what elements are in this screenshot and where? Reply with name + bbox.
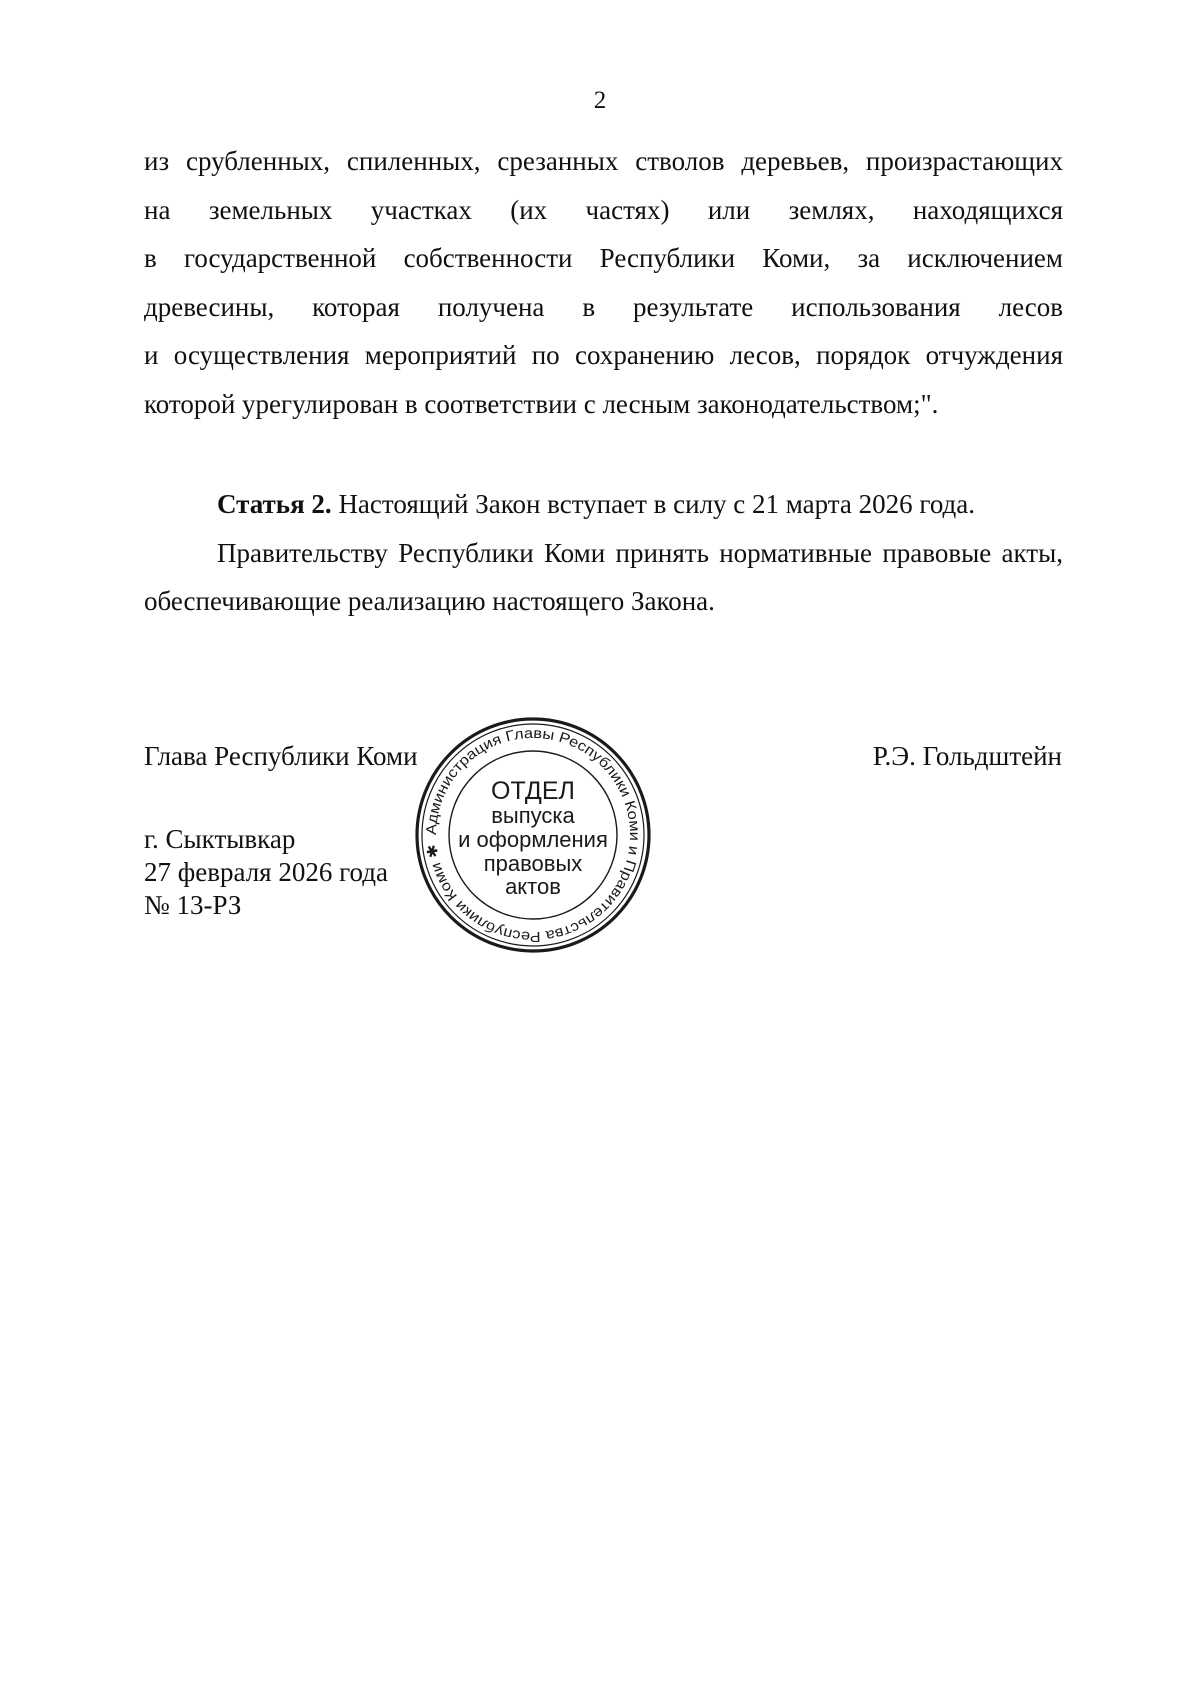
government-paragraph: Правительству Республики Коми принять нормативные правовые акты, обеспечивающие реализацию настоящего Закона. (144, 537, 1063, 616)
signatory-name: Р.Э. Гольдштейн (872, 741, 1062, 771)
text-line: древесины, которая получена в результате использования лесов (144, 291, 1063, 322)
article-2 (144, 480, 1063, 626)
text-line: на земельных участках (их частях) или землях, находящихся (144, 194, 1063, 225)
stamp-center-line: ОТДЕЛ (491, 777, 575, 805)
law-number: № 13-РЗ (144, 890, 242, 920)
stamp-center-line: и оформления (458, 827, 608, 852)
signatory-title: Глава Республики Коми (144, 741, 418, 771)
stamp-center-line: выпуска (491, 803, 575, 828)
page-number: 2 (593, 87, 607, 114)
stamp-center-line: правовых (483, 851, 583, 876)
article-2-label: Статья 2. (217, 489, 332, 519)
article-2-text: Настоящий Закон вступает в силу с 21 марта 2026 года. (331, 489, 976, 519)
stamp-center-line: актов (505, 874, 561, 899)
date: 27 февраля 2026 года (144, 857, 388, 887)
place-date-block (144, 823, 388, 922)
text-line: в государственной собственности Республики Коми, за исключением (144, 243, 1063, 273)
article-continuation (144, 137, 1063, 428)
article-2-paragraph (144, 480, 1063, 529)
place: г. Сыктывкар (144, 824, 296, 854)
text-line: и осуществления мероприятий по сохранению лесов, порядок отчуждения (144, 340, 1063, 370)
stamp-ring-text: Администрация Главы Республики Коми и Правительства Республики Коми ✱ (423, 725, 643, 945)
text-line: которой урегулирован в соответствии с лесным законодательством;". (144, 388, 939, 419)
official-stamp (413, 715, 653, 955)
text-line: из срубленных, спиленных, срезанных стволов деревьев, произрастающих (144, 146, 1063, 176)
stamp-graphic (413, 715, 653, 955)
